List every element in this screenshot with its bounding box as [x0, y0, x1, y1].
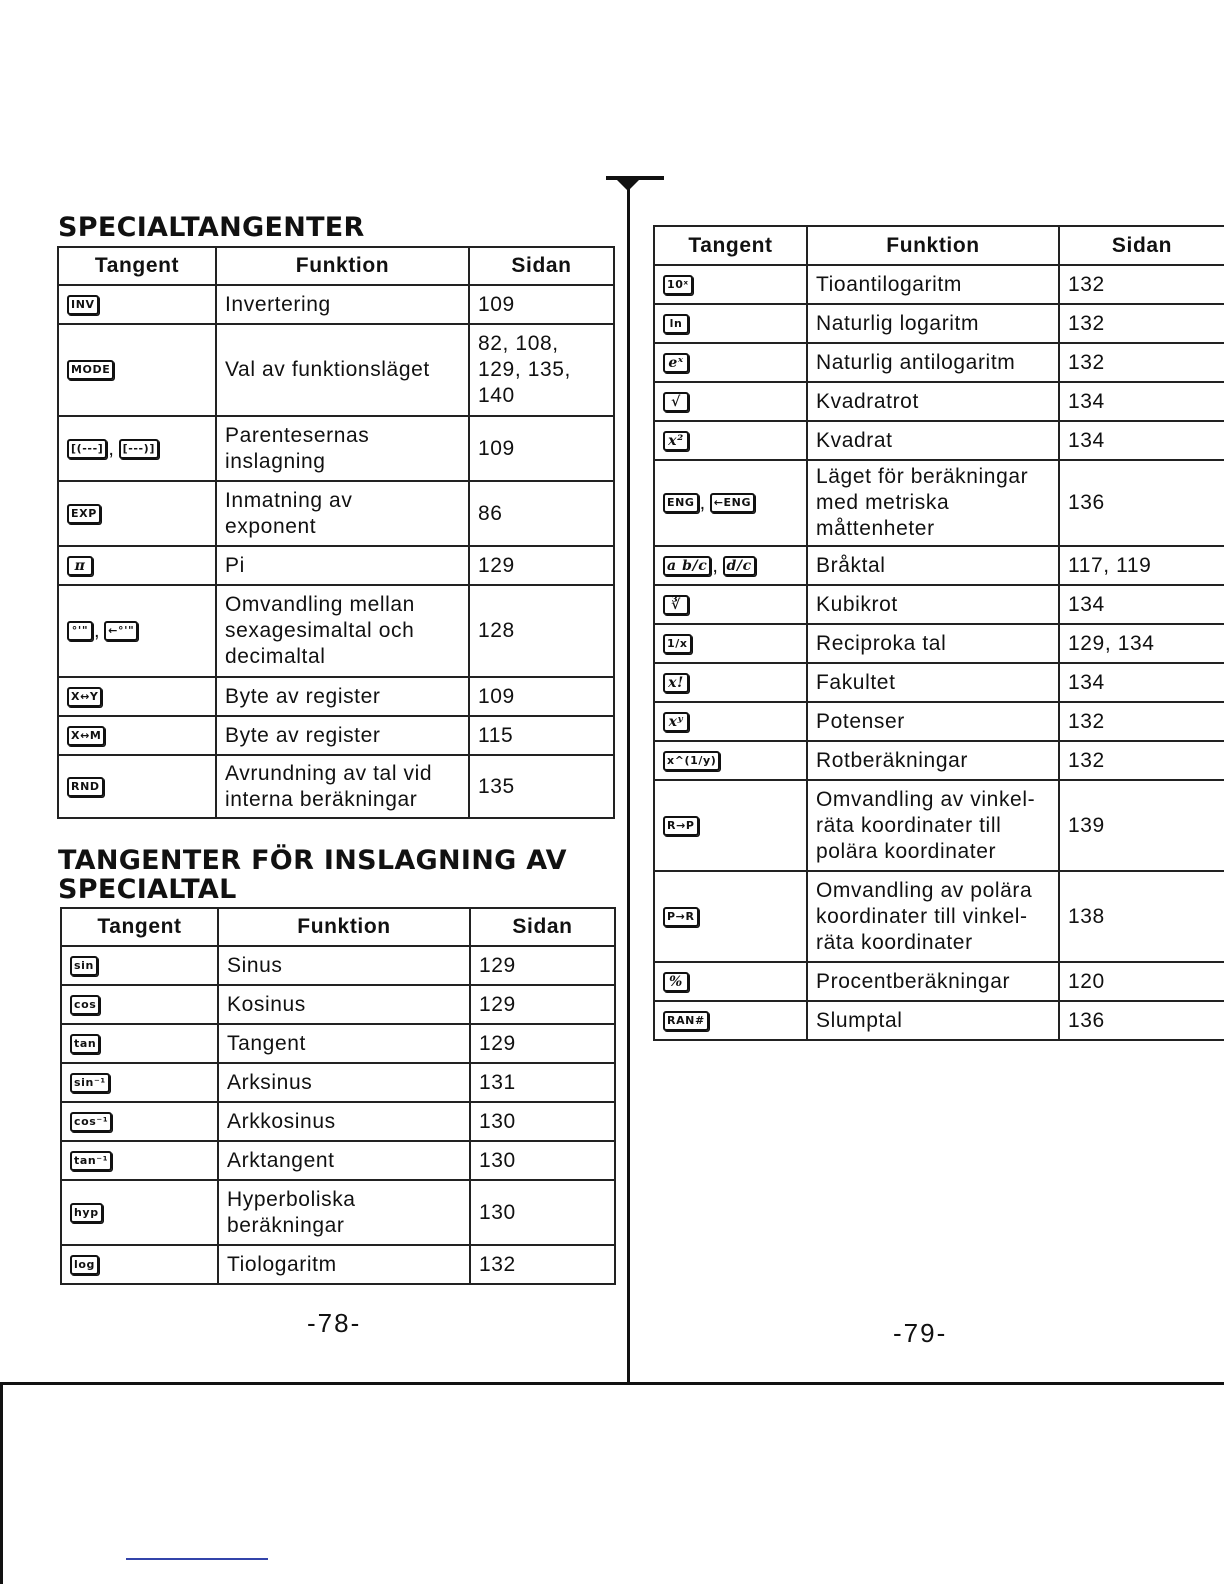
table-row: [58, 755, 614, 818]
key-cell: [58, 677, 216, 716]
table-row: [654, 663, 1224, 702]
page-cell: 135: [469, 755, 614, 818]
column-header-page: Sidan: [469, 247, 614, 285]
edge-line: [0, 1385, 3, 1584]
table-row: [654, 702, 1224, 741]
page-cell: 134: [1059, 382, 1224, 421]
table-row: [58, 324, 614, 416]
key-cell: [654, 343, 807, 382]
table-row: [654, 265, 1224, 304]
function-cell: Slumptal: [807, 1001, 1059, 1040]
function-cell: Val av funktionsläget: [216, 324, 469, 416]
table-row: [654, 382, 1224, 421]
table-row: [654, 741, 1224, 780]
calculator-key-icon: [---)]: [119, 439, 159, 459]
function-cell: Potenser: [807, 702, 1059, 741]
table-row: [654, 871, 1224, 962]
column-header-function: Funktion: [807, 226, 1059, 265]
function-cell: Byte av register: [216, 677, 469, 716]
calculator-key-icon: EXP: [67, 504, 101, 524]
key-cell: [654, 663, 807, 702]
calculator-key-icon: d/c: [723, 556, 756, 576]
calculator-key-icon: INV: [67, 295, 99, 315]
key-cell: [654, 585, 807, 624]
function-cell: Omvandling av vinkel- räta koordinater till polära koordinater: [807, 780, 1059, 871]
calculator-key-icon: %: [663, 972, 689, 992]
page-cell: 82, 108, 129, 135, 140: [469, 324, 614, 416]
key-cell: [654, 702, 807, 741]
key-separator: ,: [94, 620, 101, 643]
function-keys-table: [653, 225, 1224, 1041]
function-cell: Fakultet: [807, 663, 1059, 702]
calculator-key-icon: RAN#: [663, 1011, 709, 1031]
key-cell: [58, 716, 216, 755]
calculator-key-icon: sin⁻¹: [70, 1073, 110, 1093]
column-header-key: Tangent: [61, 908, 218, 946]
key-cell: [654, 780, 807, 871]
key-cell: [61, 1102, 218, 1141]
calculator-key-icon: sin: [70, 956, 98, 976]
calculator-key-icon: ←°'": [104, 621, 138, 641]
key-cell: [61, 1180, 218, 1245]
calculator-key-icon: tan⁻¹: [70, 1151, 112, 1171]
calculator-key-icon: cos⁻¹: [70, 1112, 112, 1132]
calculator-key-icon: log: [70, 1255, 99, 1275]
table-row: [61, 1063, 615, 1102]
key-cell: [654, 304, 807, 343]
calculator-key-icon: 1/x: [663, 634, 692, 654]
table-row: [654, 962, 1224, 1001]
function-cell: Arkkosinus: [218, 1102, 470, 1141]
table-row: [58, 546, 614, 585]
calculator-key-icon: ∛: [663, 595, 689, 615]
calculator-key-icon: R→P: [663, 816, 699, 836]
table-row: [61, 985, 615, 1024]
key-cell: [58, 585, 216, 677]
calculator-key-icon: RND: [67, 777, 104, 797]
function-cell: Kvadratrot: [807, 382, 1059, 421]
table-row: [654, 585, 1224, 624]
calculator-key-icon: X↔M: [67, 726, 105, 746]
table-row: [61, 1102, 615, 1141]
function-cell: Pi: [216, 546, 469, 585]
calculator-key-icon: √: [663, 392, 689, 412]
table-row: [61, 946, 615, 985]
table-row: [654, 624, 1224, 663]
calculator-key-icon: eˣ: [663, 353, 689, 373]
calculator-key-icon: X↔Y: [67, 687, 102, 707]
page-cell: 134: [1059, 585, 1224, 624]
calculator-key-icon: xʸ: [663, 712, 689, 732]
key-cell: [654, 546, 807, 585]
page-cell: 136: [1059, 1001, 1224, 1040]
page-cell: 130: [470, 1141, 615, 1180]
page-cell: 109: [469, 416, 614, 481]
key-cell: [58, 546, 216, 585]
function-cell: Omvandling mellan sexagesimaltal och decimaltal: [216, 585, 469, 677]
key-cell: [654, 460, 807, 546]
table-row: [58, 285, 614, 324]
page-cell: 120: [1059, 962, 1224, 1001]
calculator-key-icon: °'": [67, 621, 93, 641]
function-cell: Kvadrat: [807, 421, 1059, 460]
table-row: [61, 1024, 615, 1063]
column-header-page: Sidan: [470, 908, 615, 946]
key-cell: [654, 265, 807, 304]
table-row: [58, 585, 614, 677]
function-cell: Läget för beräkningar med metriska måttenheter: [807, 460, 1059, 546]
key-cell: [61, 1141, 218, 1180]
page-cell: 129: [469, 546, 614, 585]
calculator-key-icon: x²: [663, 431, 689, 451]
page-cell: 136: [1059, 460, 1224, 546]
function-cell: Procentberäkningar: [807, 962, 1059, 1001]
key-cell: [61, 1024, 218, 1063]
function-cell: Bråktal: [807, 546, 1059, 585]
column-header-page: Sidan: [1059, 226, 1224, 265]
function-cell: Hyperboliska beräkningar: [218, 1180, 470, 1245]
key-cell: [58, 481, 216, 546]
table-row: [654, 421, 1224, 460]
key-cell: [61, 985, 218, 1024]
page-cell: 115: [469, 716, 614, 755]
function-cell: Tiologaritm: [218, 1245, 470, 1284]
key-cell: [61, 946, 218, 985]
function-cell: Naturlig antilogaritm: [807, 343, 1059, 382]
section-title-special-keys: SPECIALTANGENTER: [58, 212, 365, 243]
section-title-special-numbers-line1: TANGENTER FÖR INSLAGNING AV: [58, 845, 567, 876]
page-cell: 134: [1059, 663, 1224, 702]
function-cell: Naturlig logaritm: [807, 304, 1059, 343]
page-cell: 129, 134: [1059, 624, 1224, 663]
page-cell: 132: [1059, 265, 1224, 304]
calculator-key-icon: tan: [70, 1034, 100, 1054]
function-cell: Kubikrot: [807, 585, 1059, 624]
key-cell: [654, 421, 807, 460]
function-cell: Kosinus: [218, 985, 470, 1024]
page-cell: 130: [470, 1102, 615, 1141]
key-separator: ,: [712, 554, 719, 577]
key-cell: [654, 382, 807, 421]
table-row: [58, 716, 614, 755]
calculator-key-icon: x^(1/y): [663, 751, 720, 771]
page-cell: 129: [470, 1024, 615, 1063]
special-keys-table: [57, 246, 615, 819]
column-header-function: Funktion: [218, 908, 470, 946]
page-cell: 130: [470, 1180, 615, 1245]
page-cell: 128: [469, 585, 614, 677]
function-cell: Tioantilogaritm: [807, 265, 1059, 304]
page-cell: 129: [470, 946, 615, 985]
key-cell: [58, 416, 216, 481]
page-divider-horizontal: [0, 1382, 1224, 1385]
page-cell: 131: [470, 1063, 615, 1102]
calculator-key-icon: hyp: [70, 1203, 103, 1223]
key-cell: [58, 755, 216, 818]
page-cell: 132: [1059, 343, 1224, 382]
calculator-key-icon: [(---]: [67, 439, 107, 459]
table-row: [58, 416, 614, 481]
table-row: [61, 1245, 615, 1284]
calculator-key-icon: MODE: [67, 360, 114, 380]
page-cell: 109: [469, 285, 614, 324]
calculator-key-icon: cos: [70, 995, 100, 1015]
function-cell: Sinus: [218, 946, 470, 985]
function-cell: Reciproka tal: [807, 624, 1059, 663]
calculator-key-icon: a b/c: [663, 556, 711, 576]
key-cell: [654, 871, 807, 962]
page-cell: 134: [1059, 421, 1224, 460]
function-cell: Tangent: [218, 1024, 470, 1063]
calculator-key-icon: ←ENG: [710, 493, 755, 513]
key-separator: ,: [108, 437, 115, 460]
section-title-special-numbers-line2: SPECIALTAL: [58, 874, 237, 905]
column-header-function: Funktion: [216, 247, 469, 285]
function-cell: Rotberäkningar: [807, 741, 1059, 780]
function-cell: Omvandling av polära koordinater till vinkel- räta koordinater: [807, 871, 1059, 962]
calculator-key-icon: π: [67, 556, 93, 576]
special-numbers-table: [60, 907, 616, 1285]
page-number-left: -78-: [307, 1308, 362, 1338]
function-cell: Parentesernas inslagning: [216, 416, 469, 481]
function-cell: Byte av register: [216, 716, 469, 755]
page-divider-vertical: [627, 178, 630, 1384]
page-cell: 132: [1059, 741, 1224, 780]
page-cell: 86: [469, 481, 614, 546]
key-cell: [654, 624, 807, 663]
page-cell: 132: [1059, 304, 1224, 343]
calculator-key-icon: 10ˣ: [663, 275, 693, 295]
page-cell: 129: [470, 985, 615, 1024]
key-cell: [61, 1245, 218, 1284]
function-cell: Invertering: [216, 285, 469, 324]
column-header-key: Tangent: [58, 247, 216, 285]
table-row: [654, 304, 1224, 343]
key-cell: [654, 741, 807, 780]
function-cell: Inmatning av exponent: [216, 481, 469, 546]
page-cell: 117, 119: [1059, 546, 1224, 585]
table-row: [654, 546, 1224, 585]
calculator-key-icon: ln: [663, 314, 689, 334]
table-row: [654, 460, 1224, 546]
bottom-rule: [126, 1558, 268, 1560]
calculator-key-icon: P→R: [663, 907, 699, 927]
page-number-right: -79-: [893, 1318, 948, 1348]
table-row: [654, 780, 1224, 871]
key-separator: ,: [699, 492, 706, 515]
page-cell: 132: [1059, 702, 1224, 741]
key-cell: [58, 324, 216, 416]
calculator-key-icon: x!: [663, 673, 689, 693]
page-cell: 139: [1059, 780, 1224, 871]
key-cell: [654, 962, 807, 1001]
table-row: [61, 1141, 615, 1180]
table-row: [654, 343, 1224, 382]
page-cell: 138: [1059, 871, 1224, 962]
table-row: [58, 481, 614, 546]
table-row: [58, 677, 614, 716]
table-row: [654, 1001, 1224, 1040]
function-cell: Avrundning av tal vid interna beräkningar: [216, 755, 469, 818]
column-header-key: Tangent: [654, 226, 807, 265]
key-cell: [58, 285, 216, 324]
function-cell: Arktangent: [218, 1141, 470, 1180]
key-cell: [654, 1001, 807, 1040]
calculator-key-icon: ENG: [663, 493, 699, 513]
key-cell: [61, 1063, 218, 1102]
page-cell: 132: [470, 1245, 615, 1284]
table-row: [61, 1180, 615, 1245]
page-cell: 109: [469, 677, 614, 716]
function-cell: Arksinus: [218, 1063, 470, 1102]
